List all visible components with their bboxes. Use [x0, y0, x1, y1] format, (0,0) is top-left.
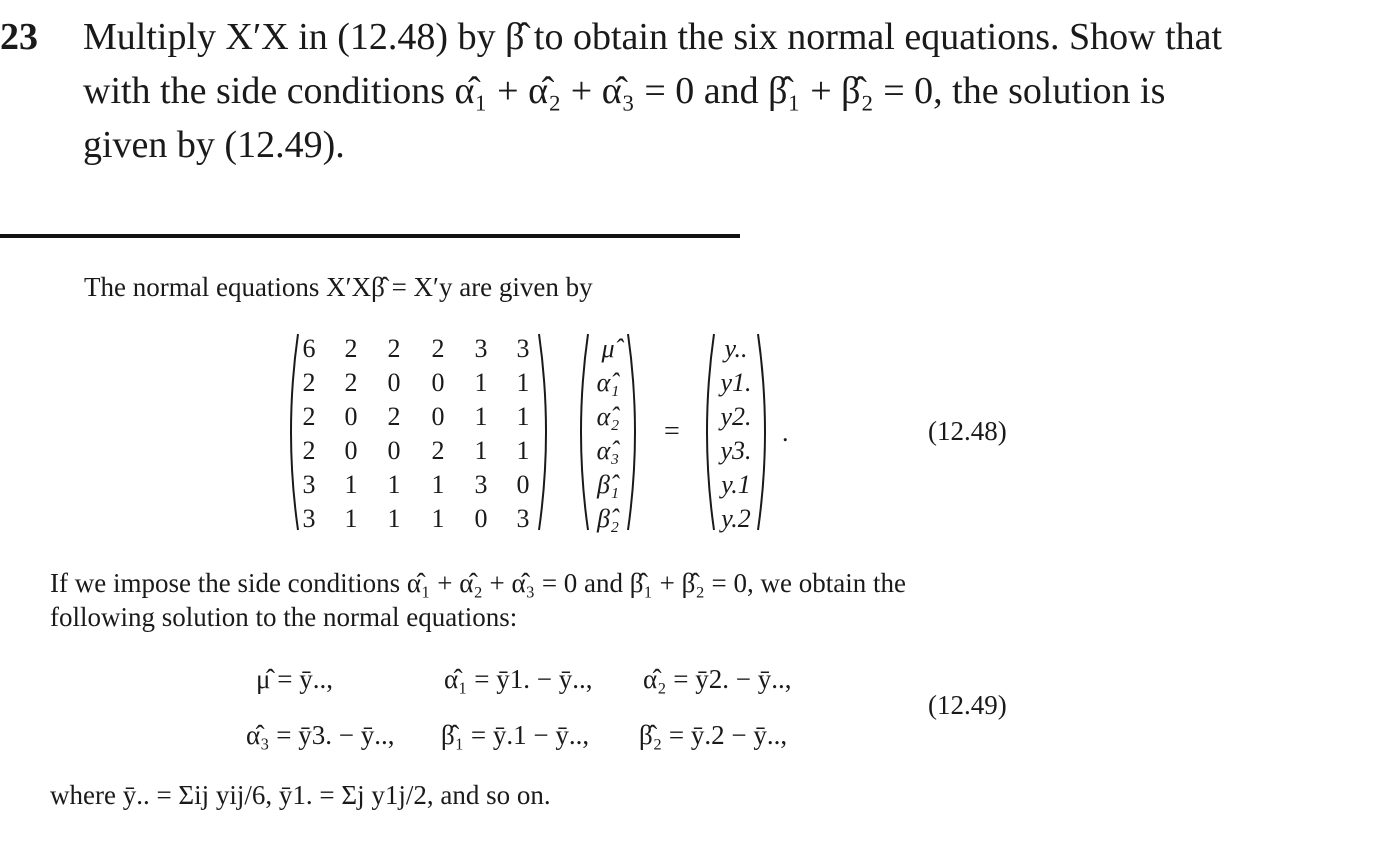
param-cell: μ̂ — [601, 334, 615, 363]
solution-mu: μ̂ = ȳ.., — [256, 664, 333, 694]
matrix-cell: 0 — [474, 504, 488, 533]
matrix-cell: 1 — [431, 470, 445, 499]
side-conditions-line-1: If we impose the side conditions α̂₁ + α̂₂ + α̂₃ = 0 and β̂₁ + β̂₂ = 0, we obtain the — [50, 568, 906, 598]
rhs-cell: y3. — [720, 436, 752, 465]
matrix-cell: 0 — [431, 402, 445, 431]
matrix-cell: 1 — [474, 436, 488, 465]
matrix-cell: 0 — [431, 368, 445, 397]
matrix-cell: 2 — [302, 368, 316, 397]
rhs-cell: y1. — [720, 368, 752, 397]
matrix-cell: 1 — [474, 402, 488, 431]
problem-line-1: Multiply X′X in (12.48) by β̂ to obtain the six normal equations. Show that — [83, 16, 1223, 58]
solution-beta1: β̂₁ = ȳ.1 − ȳ.., — [441, 720, 590, 750]
matrix-cell: 3 — [302, 470, 316, 499]
solution-alpha1: α̂₁ = ȳ1. − ȳ.., — [444, 664, 593, 694]
param-cell: α̂₂ — [596, 402, 620, 431]
param-cell: α̂₃ — [596, 436, 620, 465]
rhs-cell: y2. — [720, 402, 752, 431]
matrix-cell: 0 — [387, 368, 401, 397]
matrix-cell: 3 — [474, 470, 488, 499]
matrix-cell: 2 — [431, 334, 445, 363]
rhs-cell: y.1 — [721, 470, 751, 499]
solution-beta2: β̂₂ = ȳ.2 − ȳ.., — [639, 720, 788, 750]
intro-text: The normal equations X′Xβ̂ = X′y are given by — [84, 272, 593, 302]
problem-number: 23 — [0, 16, 38, 58]
section-divider — [0, 234, 740, 238]
matrix-cell: 2 — [302, 436, 316, 465]
matrix-cell: 0 — [344, 436, 358, 465]
problem-line-2: with the side conditions α̂₁ + α̂₂ + α̂₃ = 0 and β̂₁ + β̂₂ = 0, the solution is — [83, 70, 1166, 112]
matrix-cell: 0 — [387, 436, 401, 465]
param-cell: β̂₁ — [597, 470, 619, 499]
param-cell: α̂₁ — [596, 368, 620, 397]
matrix-cell: 1 — [516, 402, 530, 431]
matrix-cell: 0 — [516, 470, 530, 499]
matrix-cell: 2 — [302, 402, 316, 431]
matrix-cell: 1 — [516, 436, 530, 465]
param-cell: β̂₂ — [597, 504, 619, 533]
matrix-cell: 1 — [516, 368, 530, 397]
equation-number-12-48: (12.48) — [928, 416, 1007, 446]
matrix-cell: 2 — [387, 334, 401, 363]
rhs-cell: y.2 — [721, 504, 751, 533]
matrix-cell: 1 — [431, 504, 445, 533]
problem-line-3: given by (12.49). — [83, 124, 345, 166]
equals-sign: = — [664, 416, 680, 447]
rhs-cell: y.. — [724, 334, 748, 363]
matrix-cell: 2 — [344, 368, 358, 397]
matrix-cell: 2 — [344, 334, 358, 363]
matrix-cell: 1 — [344, 504, 358, 533]
matrix-cell: 3 — [302, 504, 316, 533]
matrix-cell: 1 — [387, 470, 401, 499]
matrix-cell: 6 — [302, 334, 316, 363]
matrix-cell: 1 — [344, 470, 358, 499]
matrix-cell: 3 — [474, 334, 488, 363]
matrix-cell: 2 — [431, 436, 445, 465]
where-text: where ȳ.. = Σij yij/6, ȳ1. = Σj y1j/2, and so on. — [50, 780, 551, 810]
matrix-cell: 2 — [387, 402, 401, 431]
equation-number-12-49: (12.49) — [928, 690, 1007, 720]
solution-alpha2: α̂₂ = ȳ2. − ȳ.., — [643, 664, 792, 694]
matrix-period: . — [782, 418, 789, 447]
matrix-cell: 3 — [516, 334, 530, 363]
side-conditions-line-2: following solution to the normal equations: — [50, 602, 518, 632]
matrix-cell: 0 — [344, 402, 358, 431]
matrix-cell: 1 — [474, 368, 488, 397]
problem-text — [83, 10, 1383, 172]
matrix-cell: 3 — [516, 504, 530, 533]
solution-alpha3: α̂₃ = ȳ3. − ȳ.., — [246, 720, 395, 750]
matrix-cell: 1 — [387, 504, 401, 533]
